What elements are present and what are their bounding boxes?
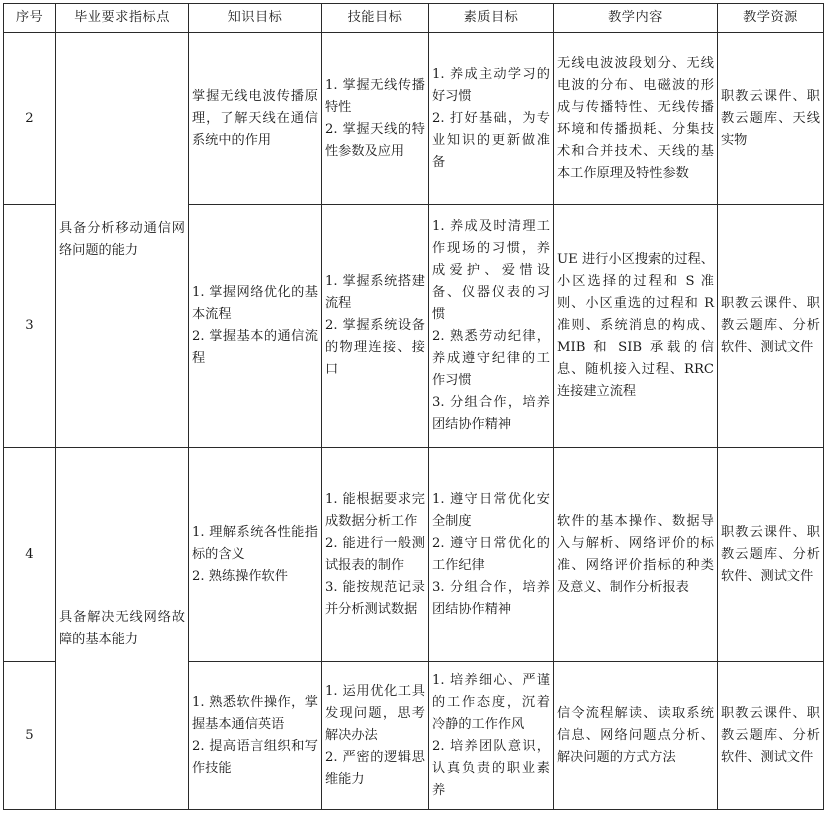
quality-cell	[429, 33, 554, 205]
quality-line: 1. 培养细心、严谨的工作态度，沉着冷静的工作作风	[432, 672, 550, 732]
content-line: UE 进行小区搜索的过程、小区选择的过程和 S 准则、小区重选的过程和 R 准则、系统消息的构成、MIB 和 SIB 承载的信息、随机接入过程、RRC 连接建立流程	[557, 252, 714, 399]
content-cell	[554, 448, 718, 662]
skill-line: 2. 能进行一般测试报表的制作	[325, 535, 425, 573]
resources-line: 职教云课件、职教云题库、分析软件、测试文件	[721, 705, 820, 765]
knowledge-cell	[189, 662, 322, 810]
resources-line: 职教云课件、职教云题库、天线实物	[721, 88, 820, 148]
header-skill: 技能目标	[322, 4, 429, 33]
quality-cell	[429, 662, 554, 810]
quality-cell	[429, 205, 554, 448]
quality-line: 2. 遵守日常优化的工作纪律	[432, 535, 550, 573]
skill-line: 1. 能根据要求完成数据分析工作	[325, 491, 425, 529]
content-cell	[554, 662, 718, 810]
knowledge-line: 掌握无线电波传播原理，了解天线在通信系统中的作用	[192, 88, 318, 148]
knowledge-line: 1. 熟悉软件操作，掌握基本通信英语	[192, 694, 318, 732]
quality-line: 1. 养成及时清理工作现场的习惯，养成爱护、爱惜设备、仪器仪表的习惯	[432, 219, 550, 322]
skill-cell	[322, 448, 429, 662]
row-num: 2	[4, 33, 56, 205]
table-row	[4, 448, 824, 662]
row-num: 5	[4, 662, 56, 810]
header-content: 教学内容	[554, 4, 718, 33]
skill-line: 2. 掌握天线的特性参数及应用	[325, 121, 425, 159]
requirement-text: 具备分析移动通信网络问题的能力	[59, 221, 185, 258]
row-num: 4	[4, 448, 56, 662]
knowledge-cell	[189, 448, 322, 662]
header-requirement: 毕业要求指标点	[56, 4, 189, 33]
skill-cell	[322, 33, 429, 205]
header-resources: 教学资源	[718, 4, 824, 33]
requirement-text: 具备解决无线网络故障的基本能力	[59, 609, 185, 647]
knowledge-line: 1. 理解系统各性能指标的含义	[192, 524, 318, 562]
content-line: 无线电波波段划分、无线电波的分布、电磁波的形成与传播特性、无线传播环境和传播损耗、分集技术和合并技术、天线的基本工作原理及特性参数	[557, 55, 714, 181]
skill-line: 1. 掌握系统搭建流程	[325, 274, 425, 311]
resources-cell	[718, 205, 824, 448]
requirement-cell	[56, 33, 189, 448]
quality-cell	[429, 448, 554, 662]
knowledge-line: 2. 掌握基本的通信流程	[192, 329, 318, 366]
header-row	[4, 4, 824, 33]
skill-line: 2. 掌握系统设备的物理连接、接口	[325, 318, 425, 377]
content-cell	[554, 205, 718, 448]
quality-line: 2. 培养团队意识，认真负责的职业素养	[432, 738, 550, 798]
skill-line: 1. 运用优化工具发现问题，思考解决办法	[325, 683, 425, 743]
quality-line: 1. 养成主动学习的好习惯	[432, 66, 550, 104]
skill-cell	[322, 662, 429, 810]
resources-cell	[718, 448, 824, 662]
resources-cell	[718, 33, 824, 205]
content-line: 软件的基本操作、数据导入与解析、网络评价的标准、网络评价指标的种类及意义、制作分析报表	[557, 513, 714, 595]
row-num: 3	[4, 205, 56, 448]
skill-line: 2. 严密的逻辑思维能力	[325, 749, 425, 787]
content-cell	[554, 33, 718, 205]
table-row	[4, 33, 824, 205]
resources-line: 职教云课件、职教云题库、分析软件、测试文件	[721, 524, 820, 584]
page	[3, 3, 824, 810]
knowledge-line: 2. 提高语言组织和写作技能	[192, 738, 318, 776]
header-num: 序号	[4, 4, 56, 33]
knowledge-cell	[189, 33, 322, 205]
knowledge-line: 1. 掌握网络优化的基本流程	[192, 285, 318, 322]
skill-line: 1. 掌握无线传播特性	[325, 77, 425, 115]
skill-cell	[322, 205, 429, 448]
header-quality: 素质目标	[429, 4, 554, 33]
knowledge-line: 2. 熟练操作软件	[192, 568, 288, 584]
quality-line: 2. 熟悉劳动纪律，养成遵守纪律的工作习惯	[432, 329, 550, 388]
resources-cell	[718, 662, 824, 810]
quality-line: 3. 分组合作，培养团结协作精神	[432, 579, 550, 617]
skill-line: 3. 能按规范记录并分析测试数据	[325, 579, 425, 617]
header-knowledge: 知识目标	[189, 4, 322, 33]
resources-line: 职教云课件、职教云题库、分析软件、测试文件	[721, 296, 820, 355]
knowledge-cell	[189, 205, 322, 448]
quality-line: 2. 打好基础，为专业知识的更新做准备	[432, 110, 550, 170]
quality-line: 1. 遵守日常优化安全制度	[432, 491, 550, 529]
content-line: 信令流程解读、读取系统信息、网络问题点分析、解决问题的方式方法	[557, 705, 714, 765]
requirement-cell	[56, 448, 189, 810]
quality-line: 3. 分组合作，培养团结协作精神	[432, 395, 550, 432]
curriculum-table	[3, 3, 824, 810]
